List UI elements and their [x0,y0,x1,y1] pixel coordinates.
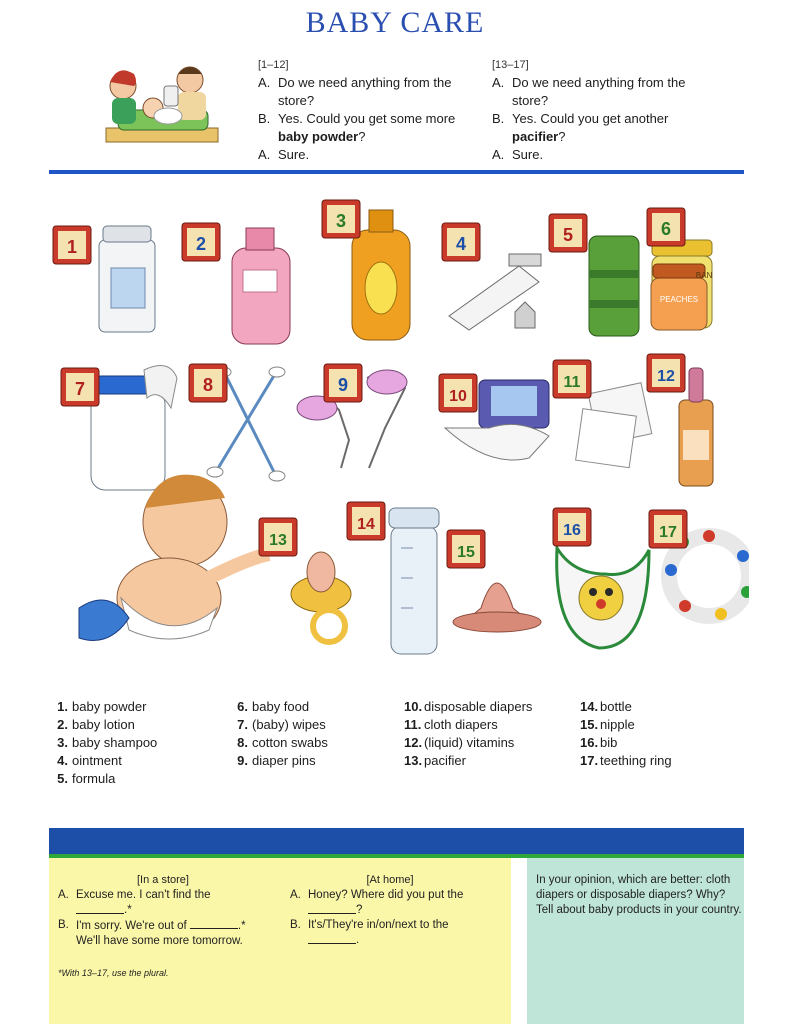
vocab-item: 17. teething ring [580,753,672,768]
baby-food-item [651,240,712,330]
vocab-item: 7. (baby) wipes [237,717,326,732]
item-number-14: 14 [357,516,375,533]
vocab-item: 13. pacifier [404,753,466,768]
store-dialogue: [In a store] A. Excuse me. I can't find the .* B. I'm sorry. We're out of .* We'll have some more tomorrow. [58,873,268,949]
plural-note: *With 13–17, use the plural. [58,968,169,978]
ban-label: BAN [695,271,713,280]
item-number-8: 8 [202,375,214,395]
vocab-item: 4. ointment [57,753,122,768]
line-b-pre: Yes. Could you get some more [278,111,456,126]
answer-blank[interactable] [190,918,238,929]
store-heading: [In a store] [137,874,189,886]
vocab-item: 16. bib [580,735,618,750]
vocab-item: 10. disposable diapers [404,699,533,714]
vocab-item: 11. cloth diapers [404,717,498,732]
item-number-17: 17 [659,524,677,541]
vocab-item: 15. nipple [580,717,635,732]
baby-powder-item [99,226,155,332]
bib-item [557,548,649,648]
line-b-bold: baby powder [278,129,359,144]
answer-blank[interactable] [76,903,124,914]
page-title: BABY CARE [305,6,485,39]
home-heading: [At home] [366,874,414,886]
speaker-b: B. [258,111,271,126]
item-number-13: 13 [269,532,287,549]
line-b-post: ? [358,129,366,144]
speaker-a: A. [258,147,271,162]
line-a1: Do we need anything from the store? [278,75,452,108]
speaker-a: A. [492,75,505,90]
item-number-7: 7 [74,379,86,399]
discussion-question-2: Tell about baby products in your country. [536,904,742,916]
line-b-post: ? [558,129,566,144]
vocab-item: 14. bottle [580,699,632,714]
section-divider [49,170,744,174]
line-b-pre: Yes. Could you get another [512,111,669,126]
formula-item [589,236,639,336]
item-number-11: 11 [563,374,581,391]
bottle-item [389,508,439,654]
blue-band [49,828,744,854]
item-number-12: 12 [657,368,675,385]
conversation-right [492,56,722,164]
vocabulary-column-3 [404,698,532,770]
peaches-label: PEACHES [659,295,699,304]
conversation-range: [1–12] [258,59,289,71]
answer-blank[interactable] [308,933,356,944]
baby-shampoo-item [352,210,410,340]
family-changing-baby-illustration [98,58,228,150]
vocab-item: 6. baby food [237,699,310,714]
discussion-questions [536,873,744,918]
item-number-4: 4 [455,234,467,254]
vocab-item: 3. baby shampoo [57,735,158,750]
conversation-left [258,56,488,164]
conversation-range: [13–17] [492,59,529,71]
discussion-question-1: In your opinion, which are better: cloth diapers or disposable diapers? Why? [536,874,731,901]
vocabulary-column-4 [580,698,672,770]
baby-lotion-item [232,228,290,344]
item-number-16: 16 [563,522,581,539]
vocab-item: 2. baby lotion [57,717,135,732]
vocab-item: 12. (liquid) vitamins [404,735,515,750]
line-a1: Do we need anything from the store? [512,75,686,108]
line-a2: Sure. [512,147,544,162]
vocab-item: 1. baby powder [57,699,147,714]
home-dialogue: [At home] A. Honey? Where did you put the ? B. It's/They're in/on/next to the . [290,873,490,948]
item-number-1: 1 [66,237,78,257]
baby-care-illustration [49,178,749,688]
line-a2: Sure. [278,147,310,162]
item-number-9: 9 [337,375,349,395]
nipple-item [453,583,541,632]
vocab-item: 9. diaper pins [237,753,316,768]
item-number-5: 5 [562,225,574,245]
item-number-2: 2 [195,234,207,254]
line-b-bold: pacifier [512,129,559,144]
item-number-15: 15 [457,544,475,561]
item-number-10: 10 [449,388,467,405]
ointment-item [449,254,541,330]
vocabulary-column-2 [232,698,328,770]
item-number-3: 3 [335,211,347,231]
item-number-6: 6 [660,219,672,239]
baby-wipes-item [91,366,177,491]
speaker-a: A. [258,75,271,90]
speaker-b: B. [492,111,505,126]
baby-illustration [79,475,269,641]
vocabulary-column-1 [52,698,157,788]
vocab-item: 5. formula [57,771,116,786]
pacifier-item [291,552,351,642]
speaker-a: A. [492,147,505,162]
answer-blank[interactable] [308,903,356,914]
vocab-item: 8. cotton swabs [237,735,328,750]
